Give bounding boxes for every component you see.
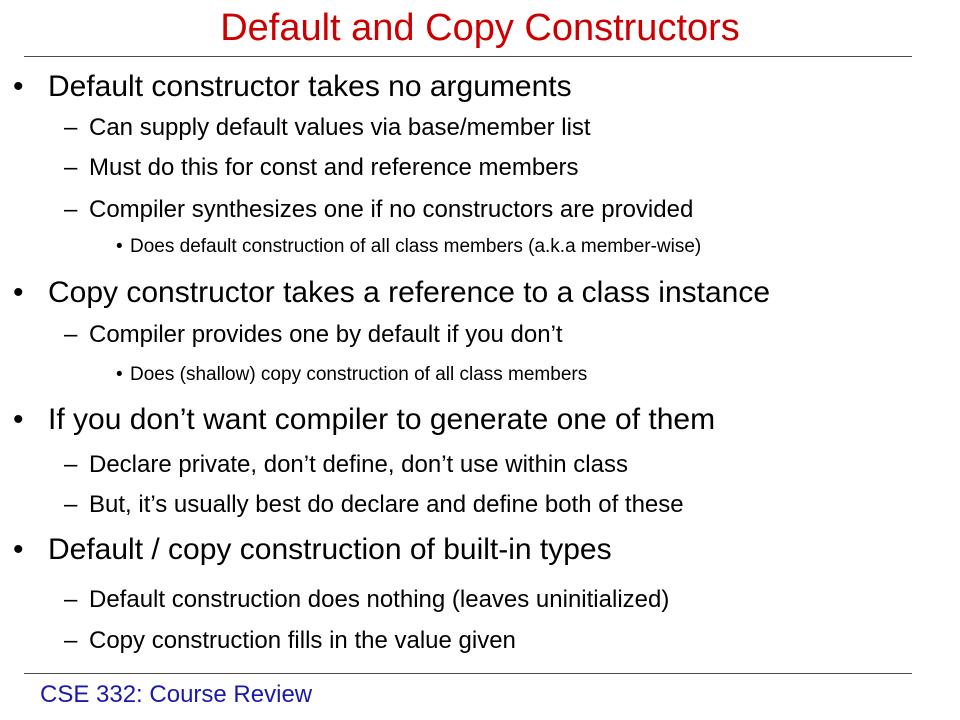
bullet-marker: • (13, 70, 24, 103)
dash-marker: – (64, 451, 78, 478)
sub-bullet-text: Compiler provides one by default if you don’t (89, 321, 563, 348)
sub-sub-bullet-item (116, 364, 588, 386)
bullet-item (13, 276, 771, 310)
dash-marker: – (64, 154, 78, 181)
bullet-marker: • (116, 364, 123, 385)
bullet-item (13, 403, 716, 437)
sub-bullet-text: Copy construction fills in the value given (89, 627, 516, 654)
sub-bullet-text: Declare private, don’t define, don’t use within class (89, 451, 628, 478)
sub-sub-bullet-item (116, 236, 702, 258)
bullet-item (13, 70, 572, 104)
dash-marker: – (64, 114, 78, 141)
sub-bullet-text: Must do this for const and reference members (89, 154, 579, 181)
slide-footer: CSE 332: Course Review (40, 681, 313, 708)
dash-marker: – (64, 586, 78, 613)
slide-title: Default and Copy Constructors (220, 7, 740, 49)
sub-bullet-text: But, it’s usually best do declare and define both of these (89, 491, 684, 518)
sub-bullet-item (64, 196, 694, 224)
title-divider (24, 56, 912, 57)
bullet-text: Copy constructor takes a reference to a class instance (48, 276, 771, 309)
sub-bullet-text: Can supply default values via base/member list (89, 114, 591, 141)
sub-bullet-text: Default construction does nothing (leaves uninitialized) (89, 586, 670, 613)
bullet-text: Default / copy construction of built-in types (48, 533, 612, 566)
bullet-text: If you don’t want compiler to generate one of them (48, 403, 716, 436)
dash-marker: – (64, 321, 78, 348)
bullet-marker: • (13, 533, 24, 566)
sub-bullet-item (64, 114, 591, 142)
sub-bullet-item (64, 491, 684, 519)
sub-sub-bullet-text: Does (shallow) copy construction of all class members (130, 364, 588, 385)
bullet-item (13, 533, 612, 567)
dash-marker: – (64, 627, 78, 654)
sub-bullet-text: Compiler synthesizes one if no constructors are provided (89, 196, 694, 223)
sub-bullet-item (64, 586, 670, 614)
bullet-text: Default constructor takes no arguments (48, 70, 572, 103)
sub-bullet-item (64, 627, 516, 655)
sub-bullet-item (64, 154, 579, 182)
sub-bullet-item (64, 321, 563, 349)
bullet-marker: • (13, 403, 24, 436)
dash-marker: – (64, 491, 78, 518)
sub-sub-bullet-text: Does default construction of all class members (a.k.a member-wise) (130, 236, 702, 257)
bullet-marker: • (13, 276, 24, 309)
sub-bullet-item (64, 451, 628, 479)
footer-divider (24, 673, 912, 674)
dash-marker: – (64, 196, 78, 223)
bullet-marker: • (116, 236, 123, 257)
